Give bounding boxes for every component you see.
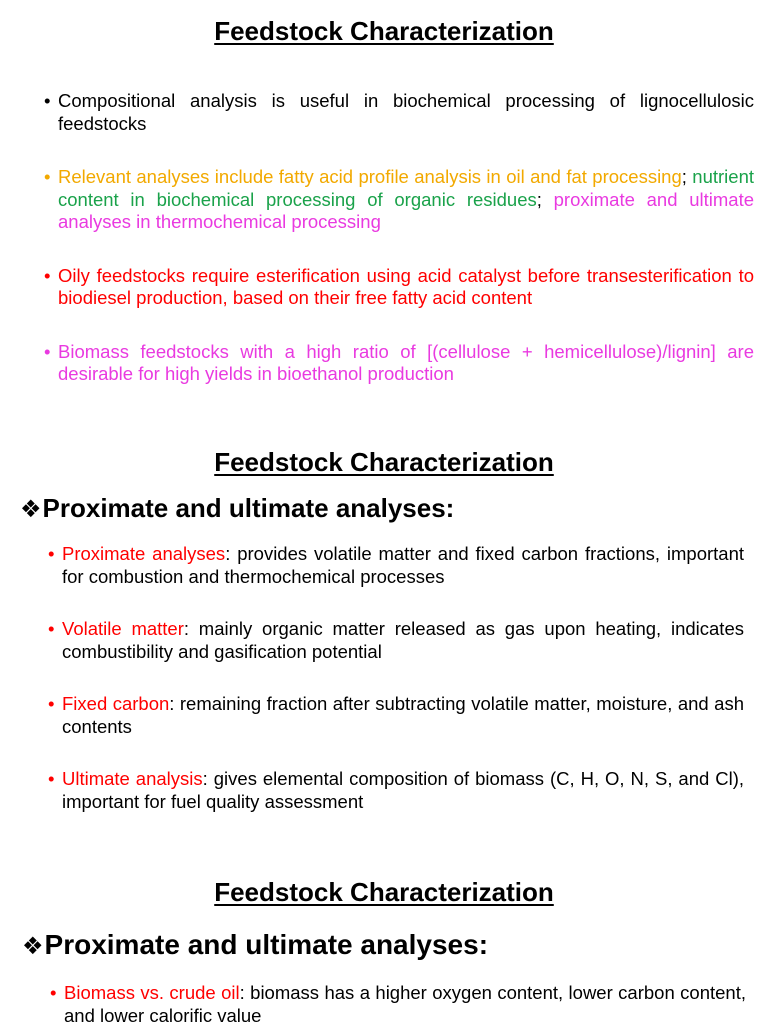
term: Ultimate analysis [62,768,203,789]
slide2-bullet-ultimate [46,768,744,813]
slide3-heading [22,929,488,961]
slide1-bullet-compositional [42,90,754,135]
term: Biomass vs. crude oil [64,982,240,1003]
term: Volatile matter [62,618,184,639]
separator: ; [536,188,554,210]
slide3-bullet-list [48,982,746,1027]
definition: : biomass has a higher oxygen content, lower carbon content, and lower calorific value [64,982,746,1026]
definition: : gives elemental composition of biomass (C, H, O, N, S, and Cl), important for fuel quality assessment [62,768,745,812]
term: Fixed carbon [62,693,170,714]
separator: ; [681,166,693,187]
slide2-bullet-fixed-carbon [46,693,744,738]
definition: : mainly organic matter released as gas upon heating, indicates combustibility and gasification potential [62,618,744,662]
term: Proximate analyses [62,543,226,564]
slide2-bullet-list [46,543,744,813]
slide3-title: Feedstock Characterization [214,877,554,907]
slide2-heading [20,493,454,524]
slide2-title: Feedstock Characterization [214,447,554,477]
bullet-text-proximate: proximate and ultimate analyses in thermochemical processing [58,188,755,232]
slide1-bullet-relevant-analyses [42,166,754,234]
slide2-bullet-volatile [46,618,744,663]
slide1-bullet-list [42,90,754,386]
bullet-text: Biomass feedstocks with a high ratio of [(cellulose + hemicellulose)/lignin] are desirable for high yields in bioethanol production [58,340,754,384]
bullet-text: Oily feedstocks require esterification using acid catalyst before transesterification to biodiesel production, based on their free fatty acid content [58,264,754,308]
slide1-title: Feedstock Characterization [214,16,554,46]
slide3-heading-text: Proximate and ultimate analyses: [44,929,489,960]
definition: : provides volatile matter and fixed carbon fractions, important for combustion and thermochemical processes [62,543,745,587]
slide3-bullet-biomass-vs-crude [48,982,746,1027]
diamond-bullet-icon: ❖ [20,496,42,523]
bullet-text: Compositional analysis is useful in biochemical processing of lignocellulosic feedstocks [58,90,754,134]
slide2-heading-text: Proximate and ultimate analyses: [42,493,455,523]
slide1-bullet-oily-feedstocks [42,265,754,310]
slide2-bullet-proximate [46,543,744,588]
diamond-bullet-icon: ❖ [22,933,44,960]
definition: : remaining fraction after subtracting volatile matter, moisture, and ash contents [62,693,744,737]
bullet-text-fatty-acid: Relevant analyses include fatty acid profile analysis in oil and fat processing [58,166,682,187]
bullet-text-nutrient: nutrient content in biochemical processing of organic residues [58,166,755,210]
slide1-bullet-biomass-ratio [42,341,754,386]
